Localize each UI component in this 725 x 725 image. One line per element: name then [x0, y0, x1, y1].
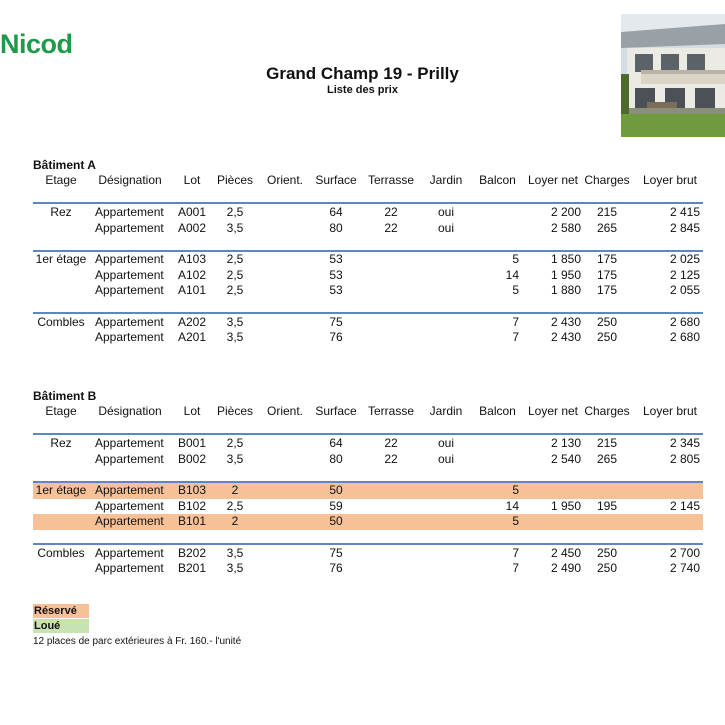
cell-charges: 215	[596, 436, 618, 450]
cell-charges: 175	[596, 283, 618, 297]
table-row-reserved	[33, 514, 703, 530]
cell-loyer-net: 2 450	[550, 545, 581, 560]
separator	[33, 433, 703, 435]
cell-lot: B102	[177, 498, 207, 513]
cell-designation: Appartement	[95, 267, 164, 282]
cell-pieces: 2,5	[226, 436, 244, 450]
cell-loyer-brut: 2 345	[669, 436, 700, 450]
table-row	[0, 252, 725, 268]
cell-loyer-brut: 2 125	[669, 267, 700, 282]
cell-surface: 50	[329, 514, 343, 528]
header-balcon: Balcon	[479, 173, 516, 187]
cell-loyer-net: 2 430	[550, 330, 581, 344]
cell-designation: Appartement	[95, 252, 164, 266]
cell-lot: A103	[177, 252, 207, 266]
cell-terrasse: 22	[384, 451, 398, 466]
table-row-reserved	[33, 483, 703, 499]
cell-loyer-net: 2 200	[550, 205, 581, 219]
cell-designation: Appartement	[95, 314, 164, 329]
cell-balcon: 5	[512, 283, 519, 297]
header-designation: Désignation	[98, 404, 162, 418]
cell-pieces: 3,5	[226, 220, 244, 235]
cell-charges: 250	[596, 330, 618, 344]
building-a-header	[0, 173, 725, 189]
header-loyer-net: Loyer net	[527, 173, 579, 187]
cell-balcon: 7	[512, 330, 519, 344]
cell-charges: 215	[596, 205, 618, 219]
cell-pieces: 3,5	[226, 314, 244, 329]
cell-pieces: 2	[231, 483, 239, 497]
cell-charges: 195	[596, 498, 618, 513]
header-pieces: Pièces	[216, 404, 254, 418]
cell-designation: Appartement	[95, 436, 164, 450]
cell-etage: Rez	[50, 436, 72, 450]
table-row	[0, 283, 725, 299]
cell-loyer-net: 1 950	[550, 498, 581, 513]
header-loyer-net: Loyer net	[527, 404, 579, 418]
cell-loyer-net: 1 850	[550, 252, 581, 266]
table-row	[0, 499, 725, 515]
cell-surface: 64	[329, 205, 343, 219]
cell-designation: Appartement	[95, 283, 164, 297]
cell-charges: 250	[596, 561, 618, 575]
cell-lot: B001	[177, 436, 207, 450]
cell-jardin: oui	[437, 451, 454, 466]
cell-loyer-brut: 2 415	[669, 205, 700, 219]
cell-loyer-net: 2 130	[550, 436, 581, 450]
cell-designation: Appartement	[95, 545, 164, 560]
cell-charges: 175	[596, 267, 618, 282]
cell-balcon: 7	[512, 545, 519, 560]
cell-charges: 265	[596, 220, 618, 235]
cell-lot: B202	[177, 545, 207, 560]
cell-balcon: 14	[505, 267, 519, 282]
table-row	[0, 315, 725, 331]
header-lot: Lot	[183, 404, 201, 418]
header-charges: Charges	[584, 173, 630, 187]
page-title: Grand Champ 19 - Prilly	[266, 64, 459, 83]
table-row	[0, 546, 725, 562]
cell-pieces: 2	[231, 514, 239, 528]
table-row	[0, 268, 725, 284]
header-etage: Etage	[45, 404, 77, 418]
header-loyer-brut: Loyer brut	[642, 404, 698, 418]
cell-lot: A202	[177, 314, 207, 329]
cell-etage: Rez	[50, 205, 72, 219]
cell-pieces: 2,5	[226, 267, 244, 282]
building-photo-icon	[621, 14, 725, 137]
cell-etage: 1er étage	[35, 483, 87, 497]
cell-surface: 53	[329, 267, 343, 282]
cell-loyer-net: 1 880	[550, 283, 581, 297]
cell-pieces: 3,5	[226, 561, 244, 575]
cell-designation: Appartement	[95, 451, 164, 466]
cell-loyer-brut: 2 055	[669, 283, 700, 297]
header-orient: Orient.	[266, 173, 303, 187]
page-subtitle: Liste des prix	[327, 84, 398, 96]
cell-loyer-net: 1 950	[550, 267, 581, 282]
cell-surface: 76	[329, 561, 343, 575]
cell-charges: 265	[596, 451, 618, 466]
cell-designation: Appartement	[95, 498, 164, 513]
cell-surface: 80	[329, 451, 343, 466]
cell-pieces: 3,5	[226, 330, 244, 344]
cell-balcon: 14	[505, 498, 519, 513]
cell-etage: Combles	[37, 314, 85, 329]
cell-loyer-brut: 2 805	[669, 451, 700, 466]
legend-loue: Loué	[33, 619, 89, 633]
cell-loyer-net: 2 430	[550, 314, 581, 329]
header-surface: Surface	[315, 173, 357, 187]
cell-terrasse: 22	[384, 220, 398, 235]
table-row	[0, 205, 725, 221]
cell-loyer-net: 2 540	[550, 451, 581, 466]
table-row	[0, 221, 725, 237]
building-b-title: Bâtiment B	[33, 389, 97, 403]
cell-surface: 53	[329, 283, 343, 297]
cell-surface: 64	[329, 436, 343, 450]
header-terrasse: Terrasse	[367, 404, 414, 418]
cell-balcon: 5	[512, 514, 519, 528]
cell-jardin: oui	[437, 205, 454, 219]
table-row	[0, 436, 725, 452]
cell-charges: 250	[596, 314, 618, 329]
header-balcon: Balcon	[479, 404, 516, 418]
cell-balcon: 7	[512, 561, 519, 575]
cell-designation: Appartement	[95, 483, 164, 497]
header-terrasse: Terrasse	[367, 173, 414, 187]
table-row	[0, 561, 725, 577]
cell-pieces: 2,5	[226, 283, 244, 297]
cell-surface: 76	[329, 330, 343, 344]
cell-surface: 59	[329, 498, 343, 513]
cell-etage: Combles	[37, 545, 85, 560]
cell-surface: 53	[329, 252, 343, 266]
cell-loyer-net: 2 580	[550, 220, 581, 235]
cell-balcon: 5	[512, 483, 519, 497]
cell-designation: Appartement	[95, 514, 164, 528]
cell-lot: A002	[177, 220, 207, 235]
building-a-title: Bâtiment A	[33, 158, 96, 172]
cell-pieces: 3,5	[226, 545, 244, 560]
legend-reserved: Réservé	[33, 604, 89, 618]
cell-designation: Appartement	[95, 330, 164, 344]
cell-charges: 250	[596, 545, 618, 560]
table-row	[0, 452, 725, 468]
header-designation: Désignation	[98, 173, 162, 187]
cell-jardin: oui	[437, 220, 454, 235]
building-photo	[621, 14, 725, 137]
header-etage: Etage	[45, 173, 77, 187]
cell-pieces: 2,5	[226, 498, 244, 513]
cell-designation: Appartement	[95, 205, 164, 219]
cell-lot: A102	[177, 267, 207, 282]
cell-loyer-net: 2 490	[550, 561, 581, 575]
cell-balcon: 7	[512, 314, 519, 329]
separator	[33, 202, 703, 204]
header-jardin: Jardin	[429, 404, 463, 418]
cell-designation: Appartement	[95, 220, 164, 235]
header-charges: Charges	[584, 404, 630, 418]
cell-loyer-brut: 2 025	[669, 252, 700, 266]
cell-lot: B201	[177, 561, 207, 575]
cell-surface: 75	[329, 314, 343, 329]
cell-lot: A001	[177, 205, 207, 219]
header-loyer-brut: Loyer brut	[642, 173, 698, 187]
parking-footnote: 12 places de parc extérieures à Fr. 160.- l'unité	[33, 636, 242, 647]
cell-loyer-brut: 2 845	[669, 220, 700, 235]
header-pieces: Pièces	[216, 173, 254, 187]
cell-balcon: 5	[512, 252, 519, 266]
cell-terrasse: 22	[384, 205, 398, 219]
building-b-header	[0, 404, 725, 420]
table-row	[0, 330, 725, 346]
cell-designation: Appartement	[95, 561, 164, 575]
header-jardin: Jardin	[429, 173, 463, 187]
cell-lot: B103	[177, 483, 207, 497]
cell-loyer-brut: 2 740	[669, 561, 700, 575]
cell-lot: B002	[177, 451, 207, 466]
cell-surface: 50	[329, 483, 343, 497]
cell-lot: B101	[177, 514, 207, 528]
cell-lot: A101	[177, 283, 207, 297]
cell-pieces: 2,5	[226, 252, 244, 266]
cell-lot: A201	[177, 330, 207, 344]
cell-surface: 80	[329, 220, 343, 235]
cell-loyer-brut: 2 680	[669, 330, 700, 344]
cell-loyer-brut: 2 680	[669, 314, 700, 329]
header-surface: Surface	[315, 404, 357, 418]
cell-terrasse: 22	[384, 436, 398, 450]
cell-etage: 1er étage	[35, 252, 87, 266]
header-orient: Orient.	[266, 404, 303, 418]
cell-loyer-brut: 2 700	[669, 545, 700, 560]
cell-surface: 75	[329, 545, 343, 560]
cell-loyer-brut: 2 145	[669, 498, 700, 513]
cell-charges: 175	[596, 252, 618, 266]
header-lot: Lot	[183, 173, 201, 187]
cell-jardin: oui	[437, 436, 454, 450]
cell-pieces: 2,5	[226, 205, 244, 219]
nicod-logo: Nicod	[0, 29, 73, 59]
cell-pieces: 3,5	[226, 451, 244, 466]
